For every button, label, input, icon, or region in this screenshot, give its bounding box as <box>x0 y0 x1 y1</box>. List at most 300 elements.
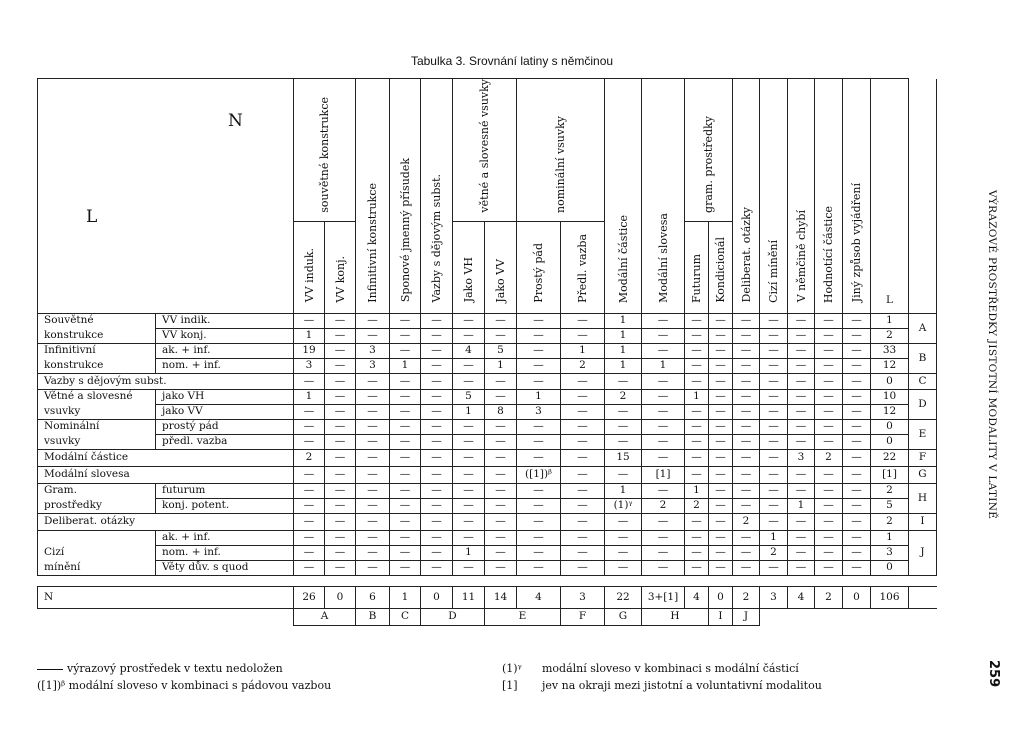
table-cell: — <box>605 560 642 575</box>
table-cell: — <box>561 483 605 498</box>
table-cell: — <box>356 419 390 434</box>
table-cell: — <box>517 530 561 545</box>
total-cell: 2 <box>815 586 843 608</box>
table-cell: — <box>453 449 485 466</box>
header-group-vetne: větné a slovesné vsuvky <box>453 79 517 222</box>
table-cell: — <box>733 560 760 575</box>
table-cell: — <box>294 545 325 560</box>
table-cell: — <box>709 530 733 545</box>
table-cell: — <box>453 313 485 328</box>
table-cell: — <box>685 343 709 358</box>
empty-cell <box>760 608 909 625</box>
total-cell: 0 <box>325 586 356 608</box>
table-cell: 2 <box>871 483 909 498</box>
table-cell: — <box>815 530 843 545</box>
table-cell: — <box>517 434 561 449</box>
table-cell: — <box>685 419 709 434</box>
table-cell: 2 <box>871 513 909 530</box>
table-cell: — <box>815 343 843 358</box>
row-full-label: Modální částice <box>38 449 294 466</box>
table-cell: 0 <box>871 434 909 449</box>
table-cell: — <box>709 373 733 389</box>
table-cell: — <box>642 313 685 328</box>
table-cell: 1 <box>871 313 909 328</box>
table-cell: — <box>685 530 709 545</box>
table-row <box>38 575 937 586</box>
empty-cell <box>38 608 294 625</box>
table-cell: — <box>421 419 453 434</box>
table-cell: — <box>485 373 517 389</box>
table-cell: — <box>485 530 517 545</box>
table-cell: — <box>517 545 561 560</box>
table-cell: — <box>788 328 815 343</box>
table-cell: — <box>325 449 356 466</box>
table-cell: — <box>294 513 325 530</box>
table-cell: — <box>685 404 709 419</box>
table-cell: — <box>453 373 485 389</box>
table-cell: — <box>733 328 760 343</box>
table-row <box>38 313 937 328</box>
row-group-label: Gram. <box>38 483 156 498</box>
row-sub-label: konj. potent. <box>156 498 294 513</box>
table-cell: 1 <box>871 530 909 545</box>
table-cell: — <box>788 373 815 389</box>
table-cell: — <box>642 560 685 575</box>
table-cell: — <box>843 389 871 404</box>
table-cell: — <box>685 513 709 530</box>
table-cell: — <box>390 530 421 545</box>
row-letter: I <box>909 513 937 530</box>
table-cell: 1 <box>685 389 709 404</box>
header-vv-induk: VV induk. <box>294 221 325 313</box>
table-cell: 8 <box>485 404 517 419</box>
table-cell: — <box>733 404 760 419</box>
footnote-3: (1)ᵞ modální sloveso v kombinaci s modální částicí <box>502 662 799 675</box>
row-group-label: vsuvky <box>38 404 156 419</box>
table-cell: — <box>390 373 421 389</box>
table-cell: — <box>709 449 733 466</box>
table-cell: — <box>733 466 760 483</box>
table-cell: — <box>642 404 685 419</box>
total-cell: 4 <box>685 586 709 608</box>
table-cell: — <box>485 449 517 466</box>
side-running-title: VÝRAZOVÉ PROSTŘEDKY JISTOTNÍ MODALITY V LATINĚ <box>986 190 998 520</box>
table-cell: — <box>843 404 871 419</box>
table-cell: — <box>325 373 356 389</box>
table-cell: — <box>605 513 642 530</box>
table-cell: — <box>709 328 733 343</box>
table-cell: — <box>325 404 356 419</box>
column-letter: F <box>561 608 605 625</box>
table-cell: — <box>815 513 843 530</box>
table-cell: — <box>709 560 733 575</box>
table-cell: — <box>485 328 517 343</box>
table-cell: — <box>843 313 871 328</box>
table-cell: 15 <box>605 449 642 466</box>
table-row <box>38 328 937 343</box>
table-row <box>38 545 937 560</box>
table-cell: — <box>843 328 871 343</box>
table-cell: 1 <box>294 389 325 404</box>
table-cell: — <box>561 389 605 404</box>
table-cell: — <box>294 404 325 419</box>
table-row <box>38 434 937 449</box>
table-cell: — <box>760 343 788 358</box>
total-cell: 1 <box>390 586 421 608</box>
table-cell: — <box>294 483 325 498</box>
table-cell: — <box>815 498 843 513</box>
table-cell: — <box>453 466 485 483</box>
table-cell: — <box>788 530 815 545</box>
table-cell: — <box>815 358 843 373</box>
table-cell: — <box>294 313 325 328</box>
table-cell: 22 <box>871 449 909 466</box>
table-cell: — <box>325 513 356 530</box>
totals-label: N <box>38 586 294 608</box>
table-cell: 3 <box>788 449 815 466</box>
table-cell: — <box>356 466 390 483</box>
column-letter: D <box>421 608 485 625</box>
table-cell: 0 <box>871 373 909 389</box>
table-cell: 1 <box>453 545 485 560</box>
table-cell: — <box>733 498 760 513</box>
table-cell: — <box>421 449 453 466</box>
table-cell: — <box>561 419 605 434</box>
table-cell: — <box>843 419 871 434</box>
total-cell: 0 <box>843 586 871 608</box>
table-cell: — <box>685 373 709 389</box>
table-cell: — <box>485 419 517 434</box>
table-cell: — <box>760 328 788 343</box>
table-cell: — <box>709 513 733 530</box>
table-cell: — <box>815 560 843 575</box>
table-cell: — <box>760 434 788 449</box>
table-cell: — <box>843 530 871 545</box>
table-cell: — <box>605 530 642 545</box>
table-cell: 33 <box>871 343 909 358</box>
table-row <box>38 560 937 575</box>
column-letter: A <box>294 608 356 625</box>
header-vazby: Vazby s dějovým subst. <box>421 79 453 314</box>
table-cell: — <box>325 343 356 358</box>
total-cell: 11 <box>453 586 485 608</box>
total-cell: 14 <box>485 586 517 608</box>
total-cell: 4 <box>517 586 561 608</box>
table-row <box>38 419 937 434</box>
row-group-label: konstrukce <box>38 328 156 343</box>
table-cell: — <box>390 545 421 560</box>
table-cell: — <box>760 513 788 530</box>
table-cell: — <box>356 328 390 343</box>
table-cell: — <box>325 530 356 545</box>
table-cell: 1 <box>485 358 517 373</box>
table-cell: — <box>733 389 760 404</box>
table-cell: — <box>760 483 788 498</box>
corner-cell <box>38 79 294 314</box>
table-cell: 3 <box>517 404 561 419</box>
table-cell: — <box>843 498 871 513</box>
table-cell: — <box>709 466 733 483</box>
table-cell: — <box>815 419 843 434</box>
table-cell: 1 <box>605 483 642 498</box>
table-cell: — <box>356 483 390 498</box>
header-jako-vv: Jako VV <box>485 221 517 313</box>
column-letter: C <box>390 608 421 625</box>
table-cell: ([1])ᵝ <box>517 466 561 483</box>
row-letter: A <box>909 313 937 343</box>
header-vv-konj: VV konj. <box>325 221 356 313</box>
total-cell: 3+[1] <box>642 586 685 608</box>
table-cell: 12 <box>871 404 909 419</box>
table-cell: — <box>517 373 561 389</box>
table-row <box>38 513 937 530</box>
header-deliberat: Deliberat. otázky <box>733 79 760 314</box>
table-cell: 5 <box>453 389 485 404</box>
row-letter: B <box>909 343 937 373</box>
table-cell: — <box>356 373 390 389</box>
row-group-label <box>38 530 156 545</box>
row-letter: E <box>909 419 937 449</box>
row-sub-label: nom. + inf. <box>156 358 294 373</box>
table-cell: — <box>605 373 642 389</box>
table-cell: — <box>815 483 843 498</box>
table-cell: — <box>517 449 561 466</box>
table-cell: — <box>788 434 815 449</box>
table-cell: — <box>760 404 788 419</box>
table-cell: — <box>421 358 453 373</box>
header-futurum: Futurum <box>685 221 709 313</box>
table-cell: — <box>517 483 561 498</box>
table-cell: — <box>561 545 605 560</box>
table-cell: — <box>605 434 642 449</box>
table-cell: — <box>685 313 709 328</box>
table-cell: — <box>733 545 760 560</box>
table-cell: — <box>485 466 517 483</box>
table-cell: 1 <box>788 498 815 513</box>
table-cell: 2 <box>294 449 325 466</box>
table-cell: — <box>485 313 517 328</box>
table-cell: 2 <box>685 498 709 513</box>
table-cell: — <box>561 498 605 513</box>
table-cell: — <box>843 560 871 575</box>
table-cell: — <box>421 328 453 343</box>
table-row <box>38 449 937 466</box>
table-cell: — <box>561 373 605 389</box>
table-cell: — <box>815 404 843 419</box>
table-cell: — <box>788 404 815 419</box>
table-cell: — <box>642 434 685 449</box>
table-cell: — <box>733 343 760 358</box>
table-cell: — <box>517 313 561 328</box>
spacer <box>38 575 937 586</box>
table-cell: — <box>421 404 453 419</box>
table-cell: — <box>421 343 453 358</box>
table-cell: 2 <box>871 328 909 343</box>
table-cell: — <box>685 449 709 466</box>
table-cell: 1 <box>642 358 685 373</box>
table-cell: — <box>788 545 815 560</box>
table-cell: — <box>561 434 605 449</box>
row-group-label: prostředky <box>38 498 156 513</box>
table-cell: — <box>605 404 642 419</box>
total-cell: 3 <box>760 586 788 608</box>
row-group-label: Větné a slovesné <box>38 389 156 404</box>
header-modalni-castice: Modální částice <box>605 79 642 314</box>
table-cell: — <box>709 389 733 404</box>
corner-n: N <box>228 111 243 131</box>
table-row <box>38 530 937 545</box>
table-cell: 5 <box>871 498 909 513</box>
total-cell: 106 <box>871 586 909 608</box>
table-cell: — <box>421 530 453 545</box>
table-cell: — <box>815 545 843 560</box>
header-jiny: Jiný způsob vyjádření <box>843 79 871 314</box>
table-cell: 1 <box>685 483 709 498</box>
table-cell: — <box>356 498 390 513</box>
table-cell: — <box>421 313 453 328</box>
table-cell: 1 <box>605 343 642 358</box>
header-kondicional: Kondicionál <box>709 221 733 313</box>
table-cell: — <box>390 513 421 530</box>
table-cell: — <box>733 530 760 545</box>
row-sub-label: Věty dův. s quod <box>156 560 294 575</box>
row-group-label: vsuvky <box>38 434 156 449</box>
table-cell: — <box>733 373 760 389</box>
table-cell: — <box>485 483 517 498</box>
table-cell: — <box>788 466 815 483</box>
table-cell: (1)ᵞ <box>605 498 642 513</box>
table-cell: — <box>709 343 733 358</box>
row-sub-label: ak. + inf. <box>156 530 294 545</box>
table-cell: — <box>356 404 390 419</box>
table-cell: — <box>421 498 453 513</box>
table-cell: — <box>517 358 561 373</box>
table-cell: 0 <box>871 560 909 575</box>
table-cell: — <box>294 498 325 513</box>
table-cell: 1 <box>517 389 561 404</box>
table-cell: — <box>843 373 871 389</box>
total-cell: 22 <box>605 586 642 608</box>
footnote-1: výrazový prostředek v textu nedoložen <box>37 662 283 675</box>
table-cell: — <box>685 545 709 560</box>
table-cell: — <box>390 389 421 404</box>
table-cell: 2 <box>815 449 843 466</box>
table-cell: — <box>760 313 788 328</box>
header-l: L <box>871 79 909 314</box>
table-cell: 3 <box>356 343 390 358</box>
table-cell: — <box>843 434 871 449</box>
header-letter-spacer <box>909 79 937 314</box>
table-cell: [1] <box>871 466 909 483</box>
table-cell: — <box>733 419 760 434</box>
table-cell: — <box>390 449 421 466</box>
table-cell: — <box>421 483 453 498</box>
row-group-label: Cizí <box>38 545 156 560</box>
table-cell: — <box>453 358 485 373</box>
table-cell: 1 <box>294 328 325 343</box>
table-cell: — <box>421 434 453 449</box>
table-title: Tabulka 3. Srovnání latiny s němčinou <box>410 54 614 68</box>
table-cell: — <box>390 328 421 343</box>
table-cell: — <box>325 498 356 513</box>
row-full-label: Modální slovesa <box>38 466 294 483</box>
table-cell: — <box>453 483 485 498</box>
header-jako-vh: Jako VH <box>453 221 485 313</box>
table-cell: — <box>485 513 517 530</box>
table-row <box>38 466 937 483</box>
header-prosty: Prostý pád <box>517 221 561 313</box>
table-cell: 2 <box>733 513 760 530</box>
table-cell: — <box>517 560 561 575</box>
header-hodnotici: Hodnotící částice <box>815 79 843 314</box>
row-letter: F <box>909 449 937 466</box>
table-cell: — <box>843 513 871 530</box>
table-cell: 1 <box>605 313 642 328</box>
table-cell: — <box>788 483 815 498</box>
row-sub-label: VV indik. <box>156 313 294 328</box>
table-cell: — <box>760 358 788 373</box>
header-sponove: Sponové jmenný přísudek <box>390 79 421 314</box>
table-cell: — <box>561 404 605 419</box>
table-cell: — <box>485 560 517 575</box>
table-row <box>38 498 937 513</box>
table-cell: — <box>356 545 390 560</box>
column-letter: H <box>642 608 709 625</box>
row-letter: C <box>909 373 937 389</box>
table-cell: — <box>733 358 760 373</box>
column-letter: E <box>485 608 561 625</box>
table-cell: 2 <box>605 389 642 404</box>
table-cell: — <box>325 483 356 498</box>
table-cell: — <box>390 560 421 575</box>
table-cell: — <box>642 373 685 389</box>
table-cell: — <box>485 434 517 449</box>
table-cell: — <box>390 343 421 358</box>
table-cell: — <box>485 498 517 513</box>
row-sub-label: nom. + inf. <box>156 545 294 560</box>
table-cell: — <box>325 560 356 575</box>
table-cell: — <box>453 513 485 530</box>
total-cell: 4 <box>788 586 815 608</box>
row-letter: H <box>909 483 937 513</box>
table-cell: — <box>356 389 390 404</box>
total-cell: 6 <box>356 586 390 608</box>
table-cell: — <box>642 389 685 404</box>
table-cell: — <box>642 513 685 530</box>
footnote-4: [1] jev na okraji mezi jistotní a voluntativní modalitou <box>502 679 822 692</box>
table-cell: — <box>356 449 390 466</box>
table-cell: 2 <box>561 358 605 373</box>
table-cell: — <box>815 328 843 343</box>
table-cell: — <box>325 545 356 560</box>
table-cell: — <box>815 389 843 404</box>
table-cell: — <box>709 358 733 373</box>
header-predl: Předl. vazba <box>561 221 605 313</box>
table-cell: — <box>843 449 871 466</box>
table-cell: — <box>390 483 421 498</box>
table-cell: — <box>760 466 788 483</box>
row-letter: J <box>909 530 937 575</box>
table-cell: — <box>843 343 871 358</box>
table-cell: — <box>294 466 325 483</box>
table-cell: — <box>685 358 709 373</box>
table-cell: — <box>709 419 733 434</box>
table-cell: — <box>356 560 390 575</box>
header-group-souvetne: souvětné konstrukce <box>294 79 356 222</box>
table-cell: — <box>421 466 453 483</box>
table-cell: — <box>517 343 561 358</box>
table-cell: — <box>453 419 485 434</box>
